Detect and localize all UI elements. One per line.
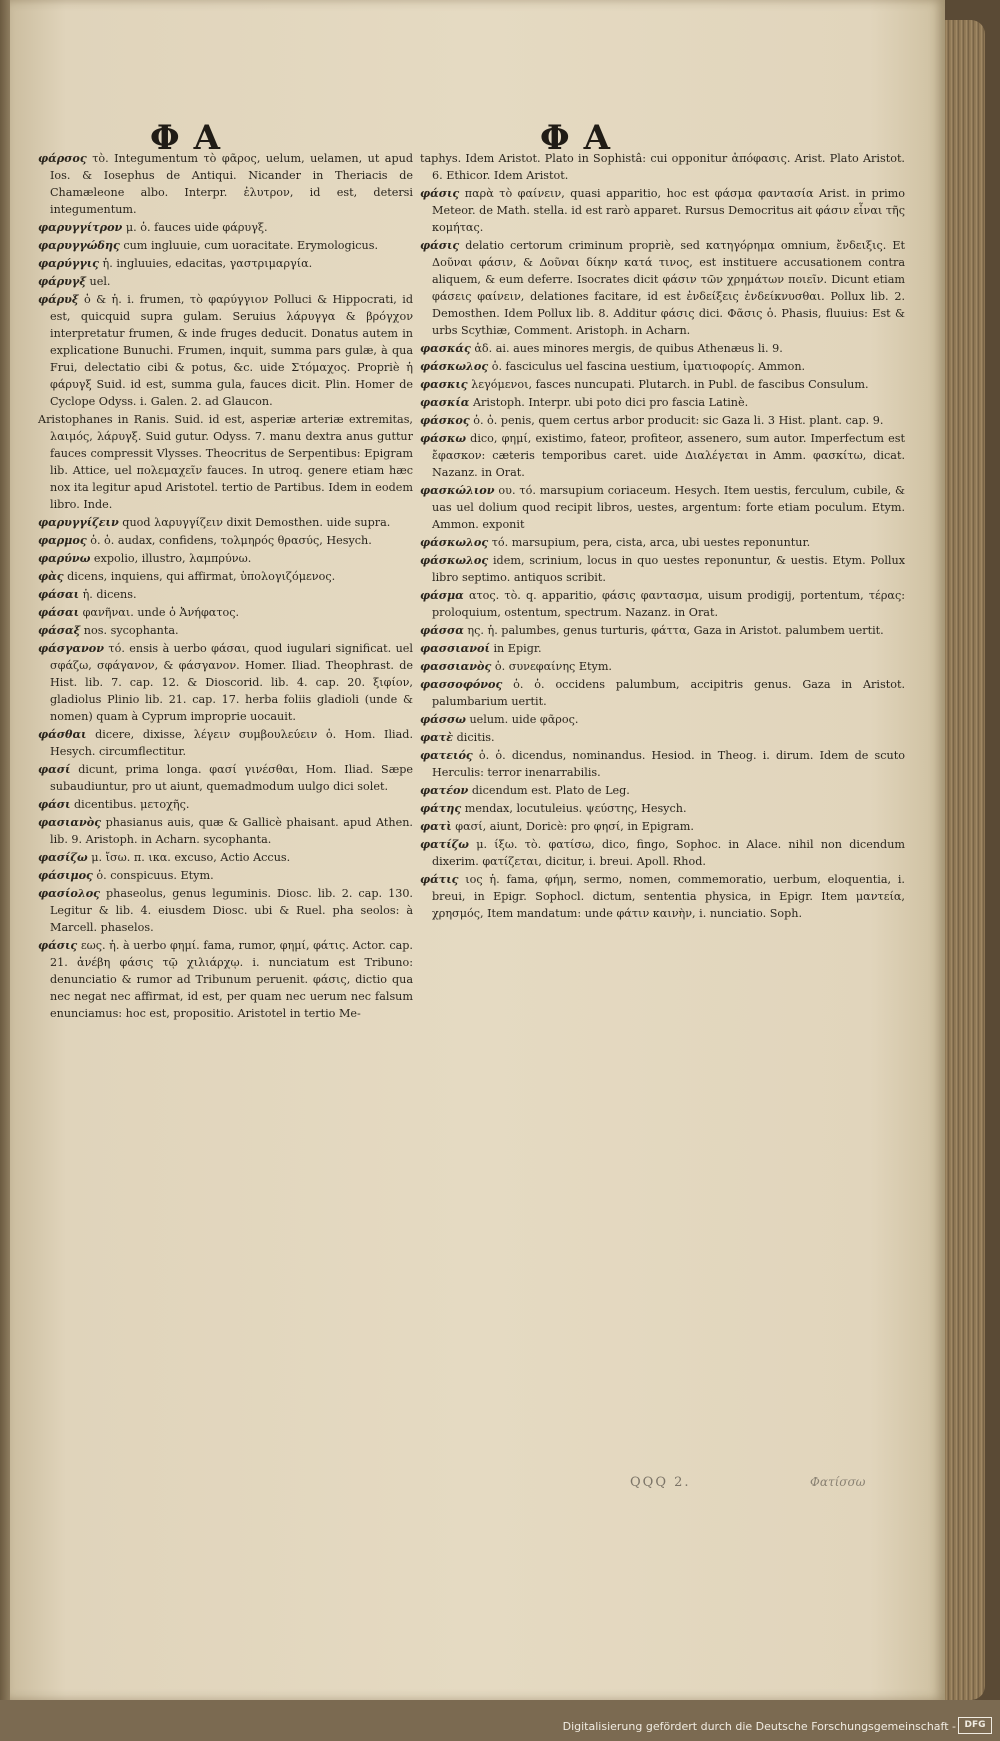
dictionary-entry <box>38 586 413 603</box>
entry-definition: dicentibus. μετοχῆς. <box>73 798 190 811</box>
dictionary-entry <box>420 676 905 710</box>
entry-lemma: φασκία <box>420 395 470 409</box>
entry-lemma: φασίζω <box>38 850 88 864</box>
catchword: Φατίσσω <box>810 1475 866 1489</box>
entry-lemma: φάσκος <box>420 413 470 427</box>
entry-lemma: φασιανὸς <box>38 815 102 829</box>
entry-definition: ἡ. dicens. <box>82 588 137 601</box>
entry-definition: mendax, locutuleius. ψεύστης, Hesych. <box>464 802 687 815</box>
dfg-logo-icon: DFG <box>958 1717 992 1734</box>
dictionary-entry <box>38 237 413 254</box>
dictionary-entry <box>38 796 413 813</box>
dictionary-entry <box>38 411 413 513</box>
dictionary-entry <box>38 640 413 725</box>
dictionary-entry <box>38 550 413 567</box>
entry-definition: dico, φημί, existimo, fateor, profiteor, assenero, sum autor. Imperfectum est ἔφασκον: cæteris temporibus caret. uide Διαλέγεται in Amm. φασκίτω, dicat. Nazanz. in Orat. <box>432 432 905 479</box>
dictionary-entry <box>420 534 905 551</box>
entry-definition: ὁ. ὁ. occidens palumbum, accipitris genus. Gaza in Aristot. palumbarium uertit. <box>432 678 905 708</box>
dictionary-entry <box>38 219 413 236</box>
entry-definition: ὁ. ὁ. penis, quem certus arbor producit: sic Gaza li. 3 Hist. plant. cap. 9. <box>473 414 884 427</box>
entry-definition: ἁδ. ai. aues minores mergis, de quibus Athenæus li. 9. <box>474 342 783 355</box>
entry-lemma: φασκάς <box>420 341 471 355</box>
dictionary-entry <box>420 430 905 481</box>
entry-definition: ιος ἡ. fama, φήμη, sermo, nomen, commemoratio, uerbum, eloquentia, i. breui, in Epigr. Sophocl. dictum, sententia physica, in Epigr. Item μαντεία, χρησμός, Item mandatum: unde φάτιν καινὴν, i. nunciatio. Soph. <box>432 873 905 920</box>
entry-lemma: φάσαι <box>38 587 80 601</box>
entry-lemma: φάσθαι <box>38 727 87 741</box>
entry-lemma: φατειός <box>420 748 473 762</box>
entry-lemma: φάρυξ <box>38 292 79 306</box>
entry-definition: ὁ & ἡ. i. frumen, τὸ φαρύγγιον Polluci & Hippocrati, id est, quicquid supra gulam. Seruius λάρυγγα & βρόγχον interpretatur frumen, & inde fruges deducit. Donatus autem in explicatione Bunuchi. Frumen, inquit, summa pars gulæ, à qua Frui, delectatio cibi & potus, &c. uide Στόμαχος. Propriè ἡ φάρυγξ Suid. id est, summa gula, fauces dicit. Plin. Homer de Cyclope Odyss. i. Galen. 2. ad Glaucon. <box>50 293 414 408</box>
entry-lemma: φατέον <box>420 783 469 797</box>
entry-lemma: φαρύνω <box>38 551 91 565</box>
dictionary-entry <box>38 814 413 848</box>
book-page <box>10 0 945 1700</box>
dictionary-entry <box>38 150 413 218</box>
entry-definition: ὁ. συνεφαίνης Etym. <box>494 660 612 673</box>
entry-lemma: φάτης <box>420 801 462 815</box>
entry-definition: dicunt, prima longa. φασί γινέσθαι, Hom. Iliad. Sæpe subaudiuntur, pro ut aiunt, quemadmodum uulgo dici solet. <box>50 763 413 793</box>
dictionary-entry <box>420 358 905 375</box>
entry-definition: ης. ἡ. palumbes, genus turturis, φάττα, Gaza in Aristot. palumbem uertit. <box>467 624 884 637</box>
entry-lemma: φασίολος <box>38 886 100 900</box>
dictionary-entry <box>420 871 905 922</box>
footer-strip <box>0 1700 1000 1741</box>
dictionary-entry <box>38 937 413 1022</box>
entry-definition: dicitis. <box>456 731 495 744</box>
entry-lemma: φάσκωλος <box>420 553 489 567</box>
entry-definition: παρὰ τὸ φαίνειν, quasi apparitio, hoc est φάσμα φαντασία Arist. in primo Meteor. de Math. stella. id est rarò apparet. Rursus Democritus ait φάσιν εἶναι τῆς κομήτας. <box>432 187 905 234</box>
entry-lemma: φάσις <box>420 238 460 252</box>
dictionary-entry <box>420 658 905 675</box>
entry-definition: μ. ίξω. τὸ. φατίσω, dico, fingo, Sophoc. in Alace. nihil non dicendum dixerim. φατίζεται, dicitur, i. breui. Apoll. Rhod. <box>432 838 906 868</box>
dictionary-entry <box>38 291 413 410</box>
entry-definition: phasianus auis, quæ & Gallicè phaisant. apud Athen. lib. 9. Aristoph. in Acharn. sycophanta. <box>50 816 413 846</box>
entry-definition: τό. ensis à uerbo φάσαι, quod iugulari significat. uel σφάζω, σφάγανον, & φάσγανον. Homer. Iliad. Theophrast. de Hist. lib. 7. cap. 12. & Dioscorid. lib. 4. cap. 20. ξιφίον, gladiolus Plinio lib. 21. cap. 17. herba foliis gladioli (unde & nomen) quam à Cyprum improprie uocauit. <box>50 642 413 723</box>
entry-definition: quod λαρυγγίζειν dixit Demosthen. uide supra. <box>122 516 391 529</box>
dictionary-entry <box>420 747 905 781</box>
entry-lemma: φαρύγγις <box>38 256 99 270</box>
dictionary-entry <box>420 482 905 533</box>
entry-lemma: φάσκω <box>420 431 467 445</box>
entry-definition: expolio, illustro, λαμπρύνω. <box>93 552 252 565</box>
entry-definition: ου. τό. marsupium coriaceum. Hesych. Item uestis, ferculum, cubile, & uas uel dolium quod recipit libros, uestes, argentum: forte etiam poculum. Etym. Ammon. exponit <box>432 484 906 531</box>
digitization-credit: Digitalisierung gefördert durch die Deutsche Forschungsgemeinschaft - <box>562 1720 956 1733</box>
entry-definition: ὁ. fasciculus uel fascina uestium, ἱματιοφορίς. Ammon. <box>491 360 806 373</box>
dictionary-entry <box>38 514 413 531</box>
entry-definition: delatio certorum criminum propriè, sed κατηγόρημα omnium, ἔνδειξις. Et Δοῦναι φάσιν, & Δοῦναι δίκην κατά τινος, est instituere accusationem contra aliquem, & eum deferre. Isocrates dicit φάσιν τῶν χρημάτων ποιεῖν. Dicunt etiam φάσεις φαίνειν, delationes facitare, id est ἐνδείξεις ἐνδείκνυσθαι. Pollux lib. 2. Demosthen. Idem Pollux lib. 8. Additur φάσις dici. Φᾶσις ὁ. Phasis, fluuius: Est & urbs Scythiæ, Comment. Aristoph. in Acharn. <box>432 239 905 337</box>
dictionary-entry <box>420 836 905 870</box>
entry-lemma: φάσαι <box>38 605 80 619</box>
entry-definition: dicere, dixisse, λέγειν συμβουλεύειν ὁ. Hom. Iliad. Hesych. circumflectitur. <box>50 728 413 758</box>
dictionary-entry <box>38 622 413 639</box>
dictionary-entry <box>420 412 905 429</box>
entry-definition: cum ingluuie, cum uoracitate. Erymologicus. <box>123 239 379 252</box>
entry-lemma: φατίζω <box>420 837 469 851</box>
entry-definition: λεγόμενοι, fasces nuncupati. Plutarch. in Publ. de fascibus Consulum. <box>471 378 869 391</box>
entry-lemma: φασκις <box>420 377 468 391</box>
entry-lemma: φάσι <box>38 797 71 811</box>
entry-definition: ἡ. ingluuies, edacitas, γαστριμαργία. <box>102 257 313 270</box>
entry-definition: dicens, inquiens, qui affirmat, ὑπολογιζόμενος. <box>67 570 336 583</box>
entry-lemma: φασσιανὸς <box>420 659 492 673</box>
dictionary-entry <box>38 849 413 866</box>
left-column-text <box>38 150 413 1023</box>
entry-definition: in Epigr. <box>493 642 542 655</box>
dictionary-entry <box>420 587 905 621</box>
dictionary-entry <box>38 604 413 621</box>
dictionary-entry <box>420 237 905 339</box>
entry-definition: ὁ. ὁ. audax, confidens, τολμηρός θρασύς, Hesych. <box>90 534 372 547</box>
dictionary-entry <box>420 800 905 817</box>
entry-lemma: φάσις <box>420 186 460 200</box>
dictionary-entry <box>420 150 905 184</box>
entry-lemma: φάτις <box>420 872 459 886</box>
entry-lemma: φαρυγγίζειν <box>38 515 119 529</box>
entry-lemma: φασκώλιον <box>420 483 495 497</box>
entry-lemma: φαρυγγώδης <box>38 238 120 252</box>
left-column-header: ΦΑ <box>150 118 234 158</box>
entry-definition: dicendum est. Plato de Leg. <box>471 784 630 797</box>
dictionary-entry <box>420 394 905 411</box>
dictionary-entry <box>420 729 905 746</box>
page-edges <box>945 20 985 1700</box>
entry-lemma: φαρμος <box>38 533 87 547</box>
dictionary-entry <box>38 568 413 585</box>
entry-lemma: φάσμα <box>420 588 464 602</box>
entry-definition: ατος. τὸ. q. apparitio, φάσις φαντασμα, uisum prodigij, portentum, τέρας: proloquium, ostentum, spectrum. Nazanz. in Orat. <box>432 589 905 619</box>
entry-lemma: φάσις <box>38 938 78 952</box>
entry-definition: Aristoph. Interpr. ubi poto dici pro fascia Latinè. <box>472 396 749 409</box>
right-column-text <box>420 150 905 923</box>
entry-definition: uel. <box>89 275 111 288</box>
entry-lemma: φάσκωλος <box>420 535 489 549</box>
entry-lemma: φατὲ <box>420 730 454 744</box>
entry-lemma: φάσσω <box>420 712 466 726</box>
entry-definition: ὁ. conspicuus. Etym. <box>96 869 214 882</box>
dictionary-entry <box>38 273 413 290</box>
dictionary-entry <box>420 376 905 393</box>
entry-lemma: φασσοφόνος <box>420 677 503 691</box>
entry-lemma: φαρυγγίτρον <box>38 220 123 234</box>
entry-definition: μ. ἴσω. π. ικα. excuso, Actio Accus. <box>91 851 291 864</box>
dictionary-entry <box>38 867 413 884</box>
entry-lemma: φάρσος <box>38 151 87 165</box>
entry-definition: τὸ. Integumentum τὸ φᾶρος, uelum, uelamen, ut apud Ios. & Iosephus de Antiqui. Nicander in Theriacis de Chamæleone albo. Interpr. ἐλυτρον, id est, detersi integumentum. <box>50 152 413 216</box>
entry-definition: uelum. uide φᾶρος. <box>469 713 579 726</box>
entry-lemma: φάσιμος <box>38 868 93 882</box>
entry-definition: taphys. Idem Aristot. Plato in Sophistâ: cui opponitur ἀπόφασις. Arist. Plato Aristot. 6. Ethicor. Idem Aristot. <box>420 152 905 182</box>
entry-lemma: φασσιανοί <box>420 641 490 655</box>
dictionary-entry <box>420 711 905 728</box>
entry-definition: phaseolus, genus leguminis. Diosc. lib. 2. cap. 130. Legitur & lib. 4. eiusdem Diosc. ubi & Ruel. pha seolos: à Marcell. phaselos. <box>50 887 413 934</box>
dictionary-entry <box>420 640 905 657</box>
dictionary-entry <box>38 726 413 760</box>
dictionary-entry <box>38 761 413 795</box>
dictionary-entry <box>38 532 413 549</box>
entry-definition: μ. ὁ. fauces uide φάρυγξ. <box>125 221 268 234</box>
entry-lemma: φάσγανον <box>38 641 104 655</box>
entry-definition: φανῆναι. unde ὁ Ἀνήφατος. <box>82 606 240 619</box>
dictionary-entry <box>420 818 905 835</box>
entry-lemma: φάρυγξ <box>38 274 86 288</box>
dictionary-entry <box>38 885 413 936</box>
dictionary-entry <box>420 622 905 639</box>
dictionary-entry <box>420 782 905 799</box>
signature-mark: QQQ 2. <box>630 1475 691 1490</box>
entry-definition: εως. ἡ. à uerbo φημί. fama, rumor, φημί, φάτις. Actor. cap. 21. ἀνέβη φάσις τῷ χιλιάρχῳ. i. nunciatum est Tribuno: denunciatio & rumor ad Tribunum peruenit. φάσις, dictio qua nec negat nec affirmat, id est, per quam nec uerum nec falsum enunciamus: hoc est, propositio. Aristotel in tertio Me- <box>50 939 413 1020</box>
entry-lemma: φάσκωλος <box>420 359 489 373</box>
dictionary-entry <box>420 185 905 236</box>
entry-lemma: φασί <box>38 762 71 776</box>
dictionary-entry <box>420 340 905 357</box>
entry-lemma: φὰς <box>38 569 64 583</box>
entry-definition: idem, scrinium, locus in quo uestes reponuntur, & uestis. Etym. Pollux libro septimo. antiquos scribit. <box>432 554 905 584</box>
entry-lemma: φάσαξ <box>38 623 81 637</box>
entry-definition: ὁ. ὁ. dicendus, nominandus. Hesiod. in Theog. i. dirum. Idem de scuto Herculis: terror inenarrabilis. <box>432 749 905 779</box>
entry-definition: nos. sycophanta. <box>83 624 179 637</box>
entry-definition: φασί, aiunt, Doricè: pro φησί, in Epigram. <box>455 820 694 833</box>
entry-lemma: φάσσα <box>420 623 464 637</box>
entry-definition: Aristophanes in Ranis. Suid. id est, asperiæ arteriæ extremitas, λαιμός, λάρυγξ. Suid gutur. Odyss. 7. manu dextra anus guttur fauces compressit Vlysses. Theocritus de Serpentibus: Epigram lib. Attice, uel πολεμαχεῖν fauces. In utroq. genere etiam hæc nox ita legitur apud Aristotel. tertio de Partibus. Idem in eodem libro. Inde. <box>38 413 413 511</box>
dictionary-entry <box>38 255 413 272</box>
entry-definition: τό. marsupium, pera, cista, arca, ubi uestes reponuntur. <box>491 536 811 549</box>
dictionary-entry <box>420 552 905 586</box>
entry-lemma: φατὶ <box>420 819 452 833</box>
right-column-header: ΦΑ <box>540 118 624 158</box>
